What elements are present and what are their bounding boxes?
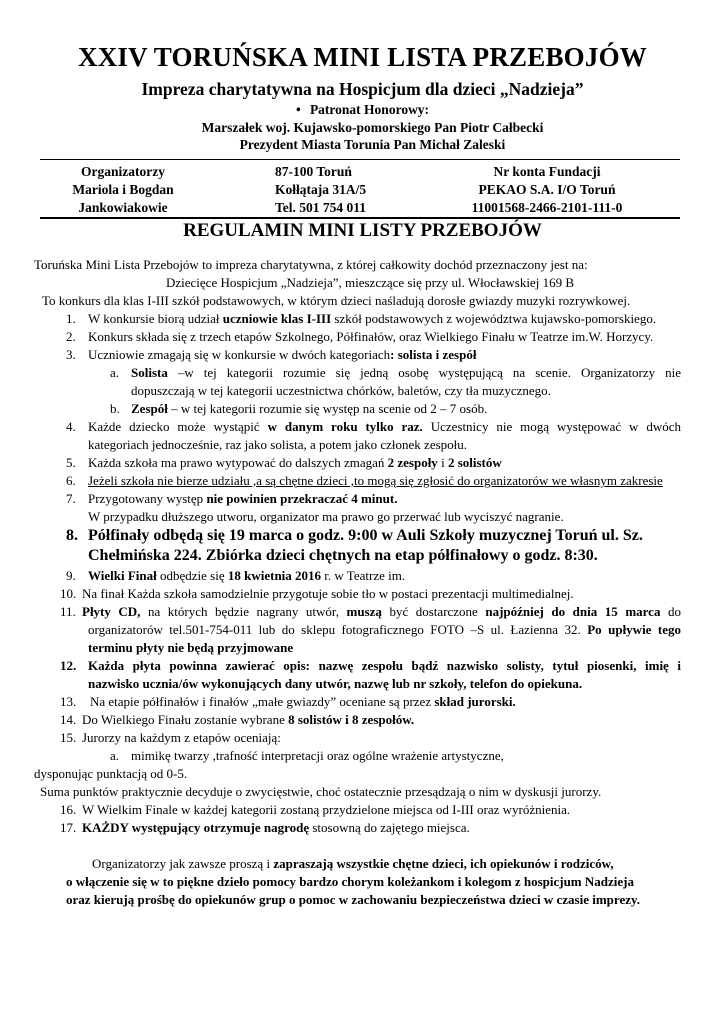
rule-12-number: 12. — [60, 658, 77, 673]
rule-16-number: 16. — [60, 802, 77, 817]
rule-8: Półfinały odbędą się 19 marca o godz. 9:00 w Auli Szkoły muzycznej Toruń ul. Sz. — [88, 527, 643, 544]
rule-12-cont: nazwisko ucznia/ów wykonujących dany utwór, nazwę lub nr szkoły, telefon do opiekuna. — [88, 676, 583, 691]
rule-3a: Solista –w tej kategorii rozumie się jedną osobę występującą na scenie. Organizatorzy nie — [131, 365, 681, 380]
rule-16: W Wielkim Finale w każdej kategorii zostaną przydzielone miejsca od I-III oraz wyróżnienia. — [82, 802, 571, 817]
intro-line-2: Dziecięce Hospicjum „Nadzieja”, mieszczące się przy ul. Włocławskiej 169 B — [165, 275, 574, 290]
rule-12: Każda płyta powinna zawierać opis: nazwę zespołu bądź nazwisko solisty, tytuł piosenki, imię i — [88, 658, 681, 673]
rule-10-number: 10. — [60, 586, 77, 601]
rule-3-number: 3. — [66, 347, 76, 362]
rule-11-cont-2: terminu płyty nie będą przyjmowane — [88, 640, 294, 655]
closing-line-1: Organizatorzy jak zawsze proszą i zapraszają wszystkie chętne dzieci, ich opiekunów i rodziców, — [92, 856, 614, 871]
closing-line-3: oraz kierują prośbę do opiekunów grup o pomoc w zachowaniu bezpieczeństwa dzieci w czasie imprezy. — [66, 892, 641, 907]
rule-9: Wielki Finał odbędzie się 18 kwietnia 2016 r. w Teatrze im. — [88, 568, 406, 583]
intro-line-3: To konkurs dla klas I-III szkół podstawowych, w którym dzieci naśladują dorosłe gwiazdy muzyki rozrywkowej. — [42, 293, 631, 308]
rule-10: Na finał Każda szkoła samodzielnie przygotuje sobie tło w postaci prezentacji multimedialnej. — [82, 586, 574, 601]
rule-4-number: 4. — [66, 419, 76, 434]
rule-5-number: 5. — [66, 455, 76, 470]
organizer-column: Organizatorzy Mariola i Bogdan Jankowiakowie — [72, 164, 174, 215]
rule-15-cont: dysponując punktacją od 0-5. — [34, 766, 188, 781]
regulations-title: REGULAMIN MINI LISTY PRZEBOJÓW — [183, 220, 542, 241]
rule-14-number: 14. — [60, 712, 77, 727]
rule-2-number: 2. — [66, 329, 76, 344]
rule-4-cont: kategoriach jednocześnie, raz jako solista, a potem jako członek zespołu. — [88, 437, 468, 452]
rule-7-number: 7. — [66, 491, 76, 506]
rule-1: W konkursie biorą udział uczniowie klas I-III szkół podstawowych z województwa kujawsko-pomorskiego. — [88, 311, 657, 326]
rule-9-number: 9. — [66, 568, 76, 583]
rule-2: Konkurs składa się z trzech etapów Szkolnego, Półfinałów, oraz Wielkiego Finału w Teatrze im.W. Horzycy. — [88, 329, 654, 344]
rule-6-number: 6. — [66, 473, 76, 488]
divider-top — [40, 159, 680, 160]
rule-17-number: 17. — [60, 820, 77, 835]
rule-11-cont: organizatorów tel.501-754-011 lub do sklepu fotograficznego FOTO –S ul. Łazienna 32. Po upływie tego — [88, 622, 681, 637]
rule-8-cont: Chełmińska 224. Zbiórka dzieci chętnych na etap półfinałowy o godz. 8:30. — [88, 547, 598, 564]
rule-13: Na etapie półfinałów i finałów „małe gwiazdy” oceniane są przez skład jurorski. — [90, 694, 516, 709]
patron-heading: • Patronat Honorowy: — [295, 102, 430, 117]
rule-15-number: 15. — [60, 730, 77, 745]
rule-3b-number: b. — [110, 401, 120, 416]
rule-8-number: 8. — [66, 527, 78, 544]
rule-7-cont: W przypadku dłuższego utworu, organizator ma prawo go przerwać lub wyciszyć nagranie. — [88, 509, 564, 524]
rule-15: Jurorzy na każdym z etapów oceniają: — [82, 730, 281, 745]
rule-5: Każda szkoła ma prawo wytypować do dalszych zmagań 2 zespoły i 2 solistów — [88, 455, 502, 470]
rule-15a: mimikę twarzy ,trafność interpretacji oraz ogólne wrażenie artystyczne, — [131, 748, 504, 763]
closing-line-2: o włączenie się w to piękne dzieło pomocy bardzo chorym koleżankom i kolegom z hospicjum Nadzieja — [66, 874, 634, 889]
rule-3a-number: a. — [110, 365, 120, 380]
rule-11-number: 11. — [60, 604, 76, 619]
account-column: Nr konta Fundacji PEKAO S.A. I/O Toruń 11001568-2466-2101-111-0 — [471, 164, 623, 215]
address-column: 87-100 Toruń Kołłątaja 31A/5 Tel. 501 754 011 — [275, 164, 367, 215]
rule-11: Płyty CD, na których będzie nagrany utwór, muszą być dostarczone najpóźniej do dnia 15 marca do — [82, 604, 682, 619]
rule-3: Uczniowie zmagają się w konkursie w dwóch kategoriach: solista i zespół — [88, 347, 477, 362]
page-title: XXIV TORUŃSKA MINI LISTA PRZEBOJÓW — [78, 42, 647, 72]
rule-4: Każde dziecko może wystąpić w danym roku tylko raz. Uczestnicy nie mogą występować w dwóch — [88, 419, 681, 434]
rule-15-cont-2: Suma punktów praktycznie decyduje o zwycięstwie, choć ostatecznie przesądzają o nim w dyskusji jurorzy. — [40, 784, 602, 799]
bullet-icon: • — [295, 102, 301, 117]
rule-15a-number: a. — [110, 748, 120, 763]
divider-bottom — [40, 217, 680, 219]
intro-line-1: Toruńska Mini Lista Przebojów to impreza charytatywna, z której całkowity dochód przeznaczony jest na: — [34, 257, 588, 272]
rule-1-number: 1. — [66, 311, 76, 326]
rule-3b: Zespół – w tej kategorii rozumie się występ na scenie od 2 – 7 osób. — [131, 401, 488, 416]
rule-7: Przygotowany występ nie powinien przekraczać 4 minut. — [88, 491, 398, 506]
patron-2: Prezydent Miasta Torunia Pan Michał Zaleski — [239, 137, 506, 152]
rule-6: Jeżeli szkoła nie bierze udziału ,a są chętne dzieci ,to mogą się zgłosić do organizatorów we własnym zakresie — [88, 473, 663, 488]
rule-14: Do Wielkiego Finału zostanie wybrane 8 solistów i 8 zespołów. — [82, 712, 415, 727]
rule-13-number: 13. — [60, 694, 77, 709]
rule-3a-cont: dopuszczają w tej kategorii uczestnictwa chórków, baletów, czy tła muzycznego. — [131, 383, 551, 398]
page-subtitle: Impreza charytatywna na Hospicjum dla dzieci „Nadzieja” — [141, 79, 584, 99]
rule-17: KAŻDY występujący otrzymuje nagrodę stosowną do zajętego miejsca. — [82, 820, 470, 835]
patron-1: Marszałek woj. Kujawsko-pomorskiego Pan Piotr Całbecki — [201, 120, 544, 135]
